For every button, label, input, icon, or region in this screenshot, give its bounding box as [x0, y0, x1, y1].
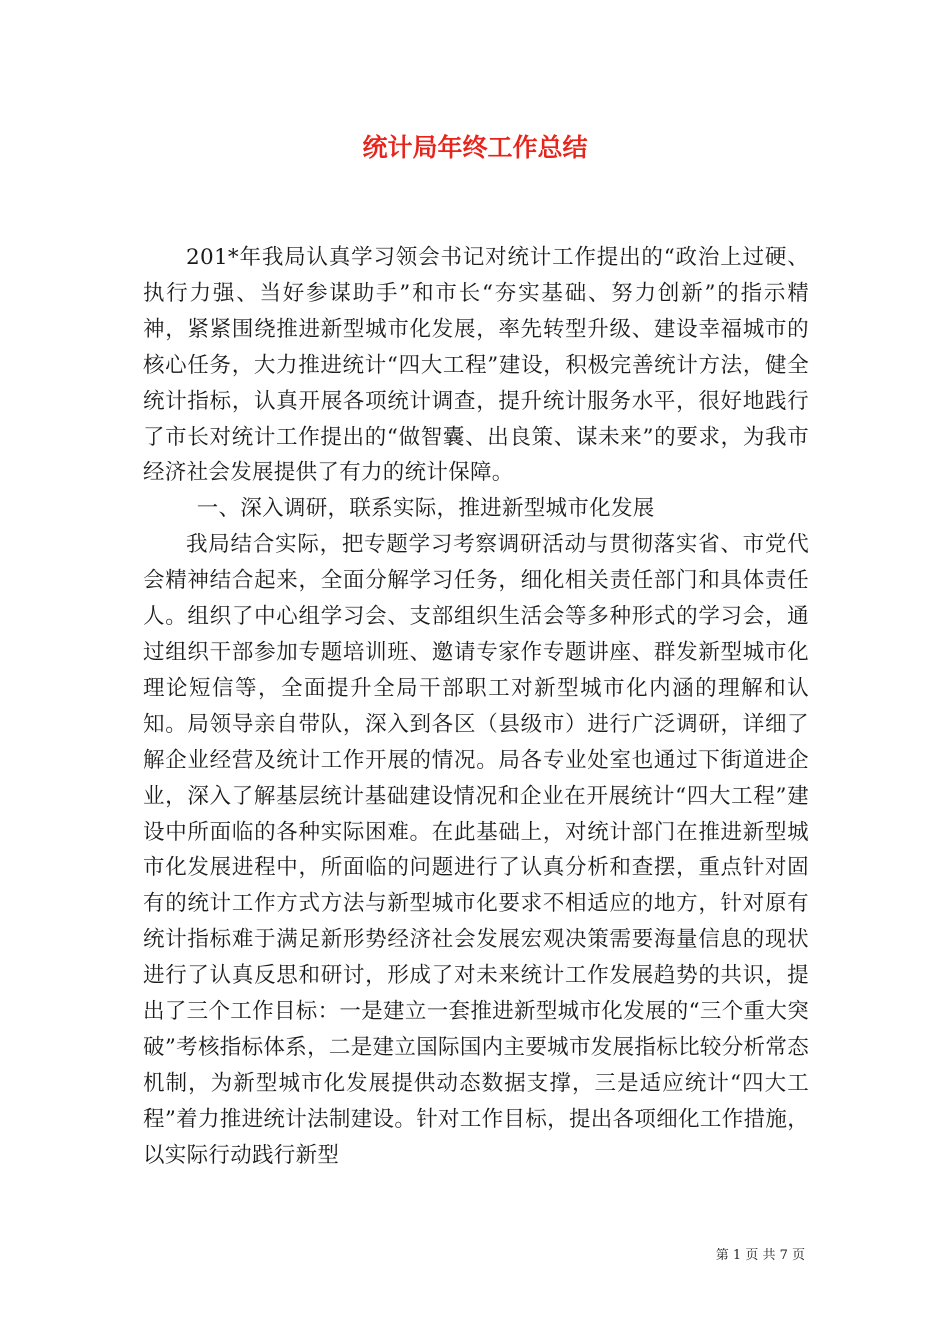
- page-number: 第 1 页 共 7 页: [715, 1248, 805, 1263]
- section-heading-1: 一、深入调研，联系实际，推进新型城市化发展: [196, 496, 655, 522]
- document-title: 统计局年终工作总结: [362, 133, 588, 162]
- paragraph-section-1: 我局结合实际，把专题学习考察调研活动与贯彻落实省、市党代会精神结合起来，全面分解学习任务，细化相关责任部门和具体责任人。组织了中心组学习会、支部组织生活会等多种形式的学习会，通过组织干部参加专题培训班、邀请专家作专题讲座、群发新型城市化理论短信等，全面提升全局干部职工对新型城市化内涵的理解和认知。局领导亲自带队，深入到各区（县级市）进行广泛调研，详细了解企业经营及统计工作开展的情况。局各专业处室也通过下街道进企业，深入了解基层统计基础建设情况和企业在开展统计“四大工程”建设中所面临的各种实际困难。在此基础上，对统计部门在推进新型城市化发展进程中，所面临的问题进行了认真分析和查摆，重点针对固有的统计工作方式方法与新型城市化要求不相适应的地方，针对原有统计指标难于满足新形势经济社会发展宏观决策需要海量信息的现状进行了认真反思和研讨，形成了对未来统计工作发展趋势的共识，提出了三个工作目标：一是建立一套推进新型城市化发展的“三个重大突破”考核指标体系，二是建立国际国内主要城市发展指标比较分析常态机制，为新型城市化发展提供动态数据支撑，三是适应统计“四大工程”着力推进统计法制建设。针对工作目标，提出各项细化工作措施，以实际行动践行新型: [143, 532, 809, 1168]
- paragraph-intro: 201*年我局认真学习领会书记对统计工作提出的“政治上过硬、执行力强、当好参谋助手”和市长“夯实基础、努力创新”的指示精神，紧紧围绕推进新型城市化发展，率先转型升级、建设幸福城市的核心任务，大力推进统计“四大工程”建设，积极完善统计方法，健全统计指标，认真开展各项统计调查，提升统计服务水平，很好地践行了市长对统计工作提出的“做智囊、出良策、谋未来”的要求，为我市经济社会发展提供了有力的统计保障。: [143, 245, 809, 486]
- document-body: [143, 240, 809, 1174]
